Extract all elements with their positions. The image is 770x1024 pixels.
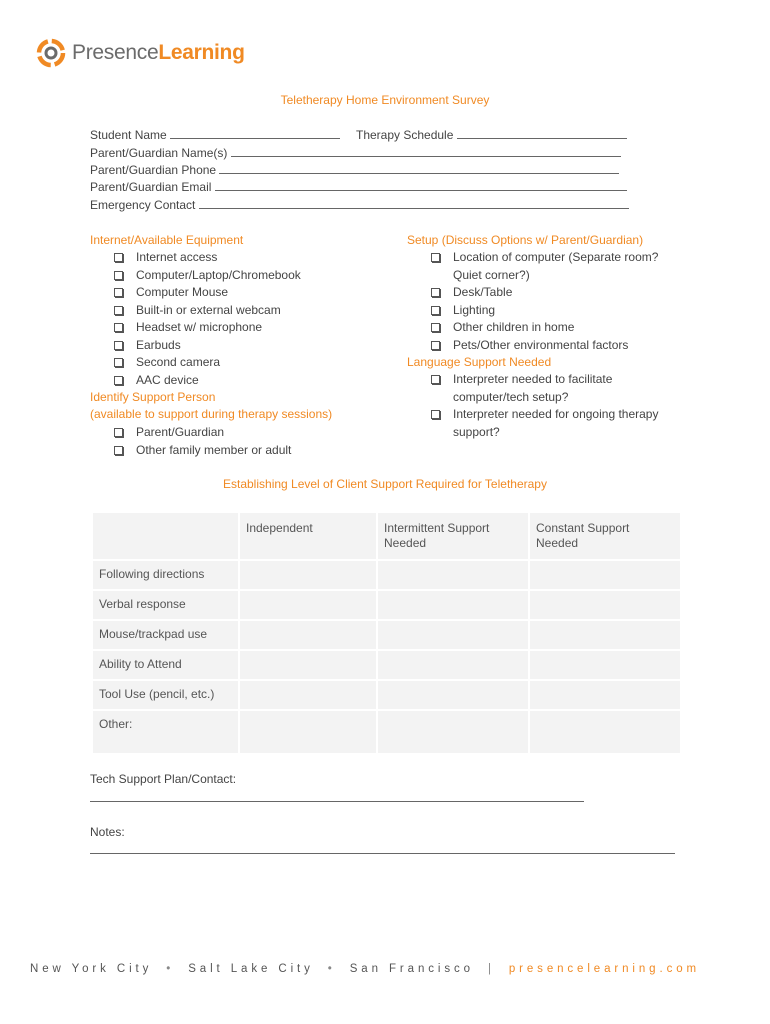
table-cell[interactable] <box>239 680 377 710</box>
notes-line[interactable] <box>90 853 675 854</box>
checklist-item[interactable] <box>431 406 681 441</box>
table-cell[interactable] <box>529 710 681 754</box>
checklist-item[interactable] <box>114 284 301 302</box>
guardian-email-field[interactable] <box>90 179 627 195</box>
checkbox-icon[interactable] <box>114 288 123 297</box>
checklist-item-label: Internet access <box>136 250 218 264</box>
table-cell[interactable] <box>239 620 377 650</box>
row-label: Following directions <box>92 560 239 590</box>
guardian-email-label: Parent/Guardian Email <box>90 180 212 194</box>
table-row <box>92 680 681 710</box>
footer-bar-divider: | <box>487 963 495 975</box>
checklist-item-label: Other children in home <box>453 320 575 334</box>
guardian-names-label: Parent/Guardian Name(s) <box>90 146 228 160</box>
equipment-heading: Internet/Available Equipment <box>90 233 244 247</box>
table-cell[interactable] <box>239 710 377 754</box>
student-name-label: Student Name <box>90 128 167 142</box>
therapy-schedule-label: Therapy Schedule <box>356 128 454 142</box>
checkbox-icon[interactable] <box>114 306 123 315</box>
checklist-item[interactable] <box>431 337 681 355</box>
table-cell[interactable] <box>377 650 529 680</box>
checklist-item[interactable] <box>114 337 301 355</box>
support-level-table <box>91 511 682 755</box>
table-cell[interactable] <box>529 620 681 650</box>
table-header-cell: Intermittent Support Needed <box>377 512 529 560</box>
checkbox-icon[interactable] <box>431 253 440 262</box>
guardian-phone-line[interactable] <box>219 162 619 174</box>
support-table-title: Establishing Level of Client Support Required for Teletherapy <box>223 477 547 491</box>
table-row <box>92 710 681 754</box>
checklist-item-label: Interpreter needed for ongoing therapy support? <box>453 407 659 439</box>
checklist-item-label: Location of computer (Separate room? Quiet corner?) <box>453 250 659 282</box>
checkbox-icon[interactable] <box>114 341 123 350</box>
notes-label: Notes: <box>90 825 125 839</box>
tech-support-line[interactable] <box>90 801 584 802</box>
emergency-contact-line[interactable] <box>199 197 629 209</box>
table-cell[interactable] <box>529 590 681 620</box>
student-name-field[interactable] <box>90 127 340 143</box>
checkbox-icon[interactable] <box>431 306 440 315</box>
checklist-item-label: Interpreter needed to facilitate computer/tech setup? <box>453 372 613 404</box>
table-cell[interactable] <box>529 680 681 710</box>
table-header-cell: Independent <box>239 512 377 560</box>
checklist-item[interactable] <box>114 354 301 372</box>
checkbox-icon[interactable] <box>114 271 123 280</box>
support-person-heading: Identify Support Person <box>90 390 216 404</box>
checklist-item[interactable] <box>431 302 681 320</box>
checkbox-icon[interactable] <box>114 253 123 262</box>
footer-city-san-francisco: San Francisco <box>349 963 474 975</box>
table-cell[interactable] <box>239 590 377 620</box>
checklist-item-label: Built-in or external webcam <box>136 302 281 317</box>
checkbox-icon[interactable] <box>431 341 440 350</box>
table-header-cell: Constant Support Needed <box>529 512 681 560</box>
checklist-item[interactable] <box>114 302 301 320</box>
emergency-contact-field[interactable] <box>90 197 629 213</box>
checklist-item[interactable] <box>431 371 681 406</box>
footer-dot-divider: • <box>327 963 336 975</box>
table-cell[interactable] <box>529 650 681 680</box>
checklist-item-label: AAC device <box>136 372 199 387</box>
checklist-item-label: Desk/Table <box>453 285 513 299</box>
guardian-phone-field[interactable] <box>90 162 619 178</box>
checkbox-icon[interactable] <box>114 446 123 455</box>
table-row <box>92 560 681 590</box>
table-cell[interactable] <box>377 560 529 590</box>
row-label: Mouse/trackpad use <box>92 620 239 650</box>
table-header-row <box>92 512 681 560</box>
student-name-line[interactable] <box>170 127 340 139</box>
table-row <box>92 590 681 620</box>
guardian-names-line[interactable] <box>231 145 621 157</box>
checklist-item-label: Second camera <box>136 355 221 369</box>
checklist-item-label: Headset w/ microphone <box>136 320 263 334</box>
checkbox-icon[interactable] <box>431 288 440 297</box>
presencelearning-logo <box>34 36 245 70</box>
checklist-item[interactable] <box>114 372 301 390</box>
guardian-names-field[interactable] <box>90 145 621 161</box>
checkbox-icon[interactable] <box>431 410 440 419</box>
checkbox-icon[interactable] <box>114 376 123 385</box>
document-title: Teletherapy Home Environment Survey <box>280 93 490 107</box>
footer-city-new-york: New York City <box>30 963 153 975</box>
checkbox-icon[interactable] <box>114 428 123 437</box>
emergency-contact-label: Emergency Contact <box>90 198 196 212</box>
therapy-schedule-field[interactable] <box>356 127 627 143</box>
tech-support-label: Tech Support Plan/Contact: <box>90 772 237 786</box>
table-row <box>92 620 681 650</box>
logo-wordmark <box>72 41 245 65</box>
footer <box>30 963 700 975</box>
checklist-item-label: Other family member or adult <box>136 442 292 457</box>
row-label: Ability to Attend <box>92 650 239 680</box>
checklist-item-label: Computer Mouse <box>136 285 229 299</box>
checklist-item[interactable] <box>114 319 301 337</box>
guardian-phone-label: Parent/Guardian Phone <box>90 163 217 177</box>
language-heading: Language Support Needed <box>407 355 552 369</box>
setup-heading: Setup (Discuss Options w/ Parent/Guardian) <box>407 233 644 247</box>
checklist-item[interactable] <box>431 249 681 284</box>
support-person-checklist <box>114 424 291 459</box>
logo-text-learning: Learning <box>158 41 245 64</box>
table-cell[interactable] <box>239 560 377 590</box>
guardian-email-line[interactable] <box>215 179 627 191</box>
row-label: Other: <box>92 710 239 754</box>
setup-checklist <box>431 249 681 354</box>
therapy-schedule-line[interactable] <box>457 127 627 139</box>
row-label: Verbal response <box>92 590 239 620</box>
checklist-item[interactable] <box>431 319 681 337</box>
checklist-item[interactable] <box>114 267 301 285</box>
checklist-item[interactable] <box>431 284 681 302</box>
checklist-item-label: Earbuds <box>136 337 181 352</box>
table-cell[interactable] <box>529 560 681 590</box>
checklist-item-label: Pets/Other environmental factors <box>453 337 629 352</box>
table-cell[interactable] <box>239 650 377 680</box>
table-header-cell <box>92 512 239 560</box>
language-checklist <box>431 371 681 441</box>
checklist-item-label: Parent/Guardian <box>136 425 225 439</box>
logo-text-presence: Presence <box>72 41 159 64</box>
table-cell[interactable] <box>377 620 529 650</box>
table-cell[interactable] <box>377 710 529 754</box>
footer-website-link[interactable]: presencelearning.com <box>508 963 700 975</box>
checklist-item[interactable] <box>114 249 301 267</box>
checklist-item-label: Lighting <box>453 302 496 317</box>
checkbox-icon[interactable] <box>431 323 440 332</box>
table-row <box>92 650 681 680</box>
table-cell[interactable] <box>377 590 529 620</box>
presencelearning-logo-icon <box>34 36 68 70</box>
checklist-item[interactable] <box>114 424 291 442</box>
checkbox-icon[interactable] <box>114 358 123 367</box>
checklist-item[interactable] <box>114 442 291 460</box>
footer-dot-divider: • <box>166 963 175 975</box>
checkbox-icon[interactable] <box>431 375 440 384</box>
row-label: Tool Use (pencil, etc.) <box>92 680 239 710</box>
equipment-checklist <box>114 249 301 389</box>
support-person-subheading: (available to support during therapy sessions) <box>90 407 333 421</box>
checklist-item-label: Computer/Laptop/Chromebook <box>136 267 301 282</box>
table-cell[interactable] <box>377 680 529 710</box>
footer-city-salt-lake: Salt Lake City <box>188 963 314 975</box>
checkbox-icon[interactable] <box>114 323 123 332</box>
